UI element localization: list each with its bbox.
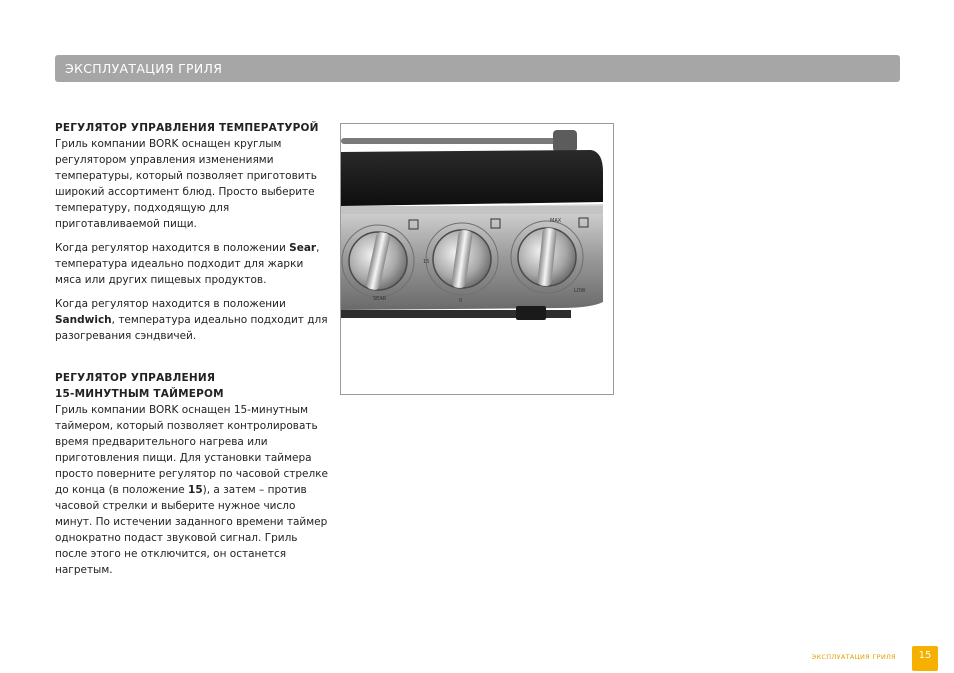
- paragraph-timer: [55, 402, 330, 578]
- dial-timer: [518, 227, 576, 286]
- grill-lid: [341, 150, 603, 206]
- dial-label-15: 15: [423, 259, 430, 265]
- sear-keyword: Sear: [289, 242, 317, 254]
- grill-foot: [516, 306, 546, 320]
- section-header-bar: [55, 55, 900, 82]
- heading-timer-line2: 15-МИНУТНЫМ ТАЙМЕРОМ: [55, 388, 224, 400]
- heading-temperature-control: РЕГУЛЯТОР УПРАВЛЕНИЯ ТЕМПЕРАТУРОЙ: [55, 122, 319, 134]
- text-column: [55, 120, 330, 586]
- grill-control-panel-photo: [340, 123, 614, 395]
- paragraph-timer-text-end: ), а затем – против часовой стрелки и выберите нужное число минут. По истечении заданного времени таймер однократно подаст звуковой сигнал. Гриль после этого не отключится, он останется нагретым.: [55, 484, 328, 576]
- section-title: ЭКСПЛУАТАЦИЯ ГРИЛЯ: [65, 61, 223, 76]
- paragraph-sear: [55, 240, 330, 288]
- dial-temperature: [433, 229, 491, 288]
- dial-label-0: 0: [459, 298, 463, 304]
- dial-left: [349, 231, 407, 291]
- paragraph-sandwich: [55, 296, 330, 344]
- sandwich-keyword: Sandwich: [55, 314, 112, 326]
- dial-label-max: MAX: [550, 218, 562, 224]
- dial-label-sear: SEAR: [373, 296, 387, 302]
- footer-section-label: ЭКСПЛУАТАЦИЯ ГРИЛЯ: [811, 653, 896, 661]
- paragraph-sandwich-text: Когда регулятор находится в положении: [55, 298, 286, 310]
- paragraph-sear-text-end: , температура идеально подходит для жарки мяса или других пищевых продуктов.: [55, 242, 320, 286]
- grill-illustration: [341, 124, 613, 394]
- heading-timer-line1: РЕГУЛЯТОР УПРАВЛЕНИЯ: [55, 372, 216, 384]
- heading-timer-control: [55, 370, 330, 402]
- paragraph-sandwich-text-end: , температура идеально подходит для разогревания сэндвичей.: [55, 314, 328, 342]
- timer-position-value: 15: [188, 484, 203, 496]
- dial-label-low: LOW: [574, 288, 586, 294]
- grill-handle: [341, 138, 556, 144]
- page-number-badge: 15: [912, 646, 938, 671]
- paragraph-sear-text: Когда регулятор находится в положении: [55, 242, 290, 254]
- paragraph-temperature-intro: Гриль компании BORK оснащен круглым регулятором управления изменениями температуры, который позволяет приготовить широкий ассортимент блюд. Просто выберите температуру, подходящую для приготавливаемой пищи.: [55, 138, 317, 230]
- paragraph-timer-text: Гриль компании BORK оснащен 15-минутным таймером, который позволяет контролировать время предварительного нагрева или приготовления пищи. Для установки таймера просто поверните регулятор по часовой стрелке до конца (в положение: [55, 404, 328, 496]
